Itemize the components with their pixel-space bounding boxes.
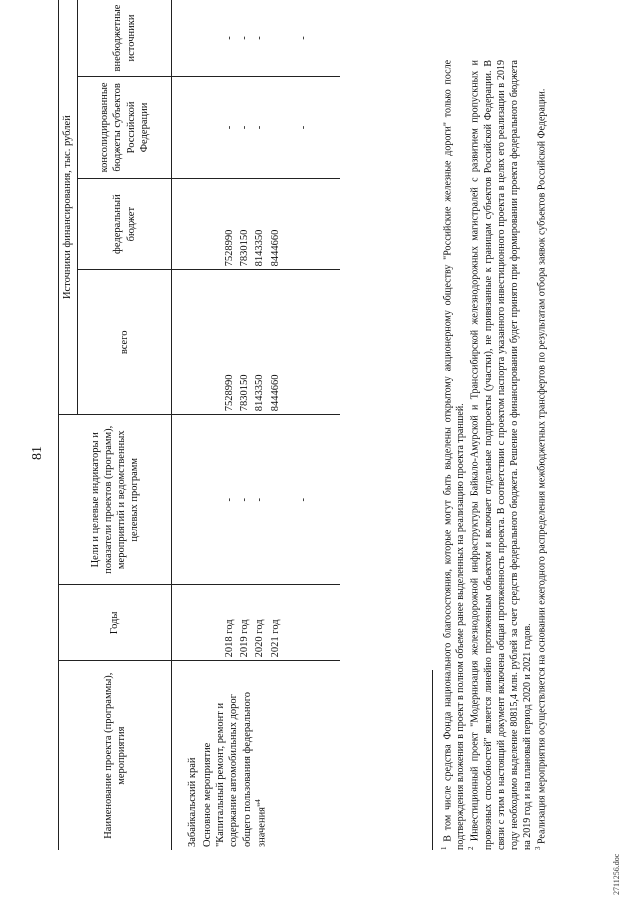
event-cell xyxy=(200,661,339,850)
table-row: 2021 год - 8444660 8444660 - - xyxy=(268,0,340,850)
table-row: 2018 год - 7528990 7528990 - - xyxy=(222,0,237,850)
event-footnote-mark: 4 xyxy=(253,799,262,803)
event-label: Основное мероприятие xyxy=(202,742,214,847)
document-id: 2711256.doc xyxy=(612,853,621,895)
header-federal: федеральный бюджет xyxy=(78,178,172,269)
page-number: 81 xyxy=(30,446,45,460)
footnote-3: $^3$ Реализация мероприятия осуществляется на основании ежегодного распределения межбюджетных трансфертов по результатам отбора заявок субъектов Российской Федерации. xyxy=(533,88,547,850)
table-row: 2020 год - 8143350 8143350 - - xyxy=(252,0,267,850)
footnotes xyxy=(440,60,548,850)
region-name: Забайкальский край xyxy=(172,661,201,850)
footnote-divider xyxy=(432,670,433,850)
header-sources: Источники финансирования, тыс. рублей xyxy=(59,0,78,415)
header-total: всего xyxy=(78,270,172,415)
table-row: 2019 год - 7830150 7830150 - - xyxy=(237,0,252,850)
footnote-1: $^1$ В том числе средства Фонда национального благосостояния, которые могут быть выделены открытому акционерному обществу "Российские железные дороги" только после подтверждения вложения в проект в полном объеме ранее выделенных на реализацию проекта траншей. xyxy=(440,59,467,850)
header-consolidated: консолидированные бюджеты субъектов Российской Федерации xyxy=(78,76,172,178)
event-title: "Капитальный ремонт, ремонт и содержание автомобильных дорог общего пользования федерального значения"$^4$ xyxy=(215,691,268,847)
header-years: Годы xyxy=(59,585,172,661)
header-extrabudget: внебюджетные источники xyxy=(78,0,172,76)
header-goals: Цели и целевые индикаторы и показатели проектов (программ), мероприятий и ведомственных целевых программ xyxy=(59,415,172,585)
footnote-2: $^2$ Инвестиционный проект "Модернизация железнодорожной инфраструктуры Байкало-Амурской и Транссибирской железнодорожных магистралей с развитием пропускных и провозных способностей" является линейно протяженным объектом и включает отдельные подпроекты (участки), не привязанные к границам субъектов Российской Федерации. В связи с этим в настоящий документ включена общая протяженность проекта. В соответствии с проектом паспорта указанного инвестиционного проекта в целях его реализации в 2019 году необходимо выделение 80815,4 млн. рублей за счет средств федерального бюджета. Решение о финансировании будет принято при формировании проекта федерального бюджета на 2019 год и на плановый период 2020 и 2021 годов. xyxy=(467,59,533,850)
header-name: Наименование проекта (программы), мероприятия xyxy=(59,661,172,850)
financing-table xyxy=(58,0,340,850)
